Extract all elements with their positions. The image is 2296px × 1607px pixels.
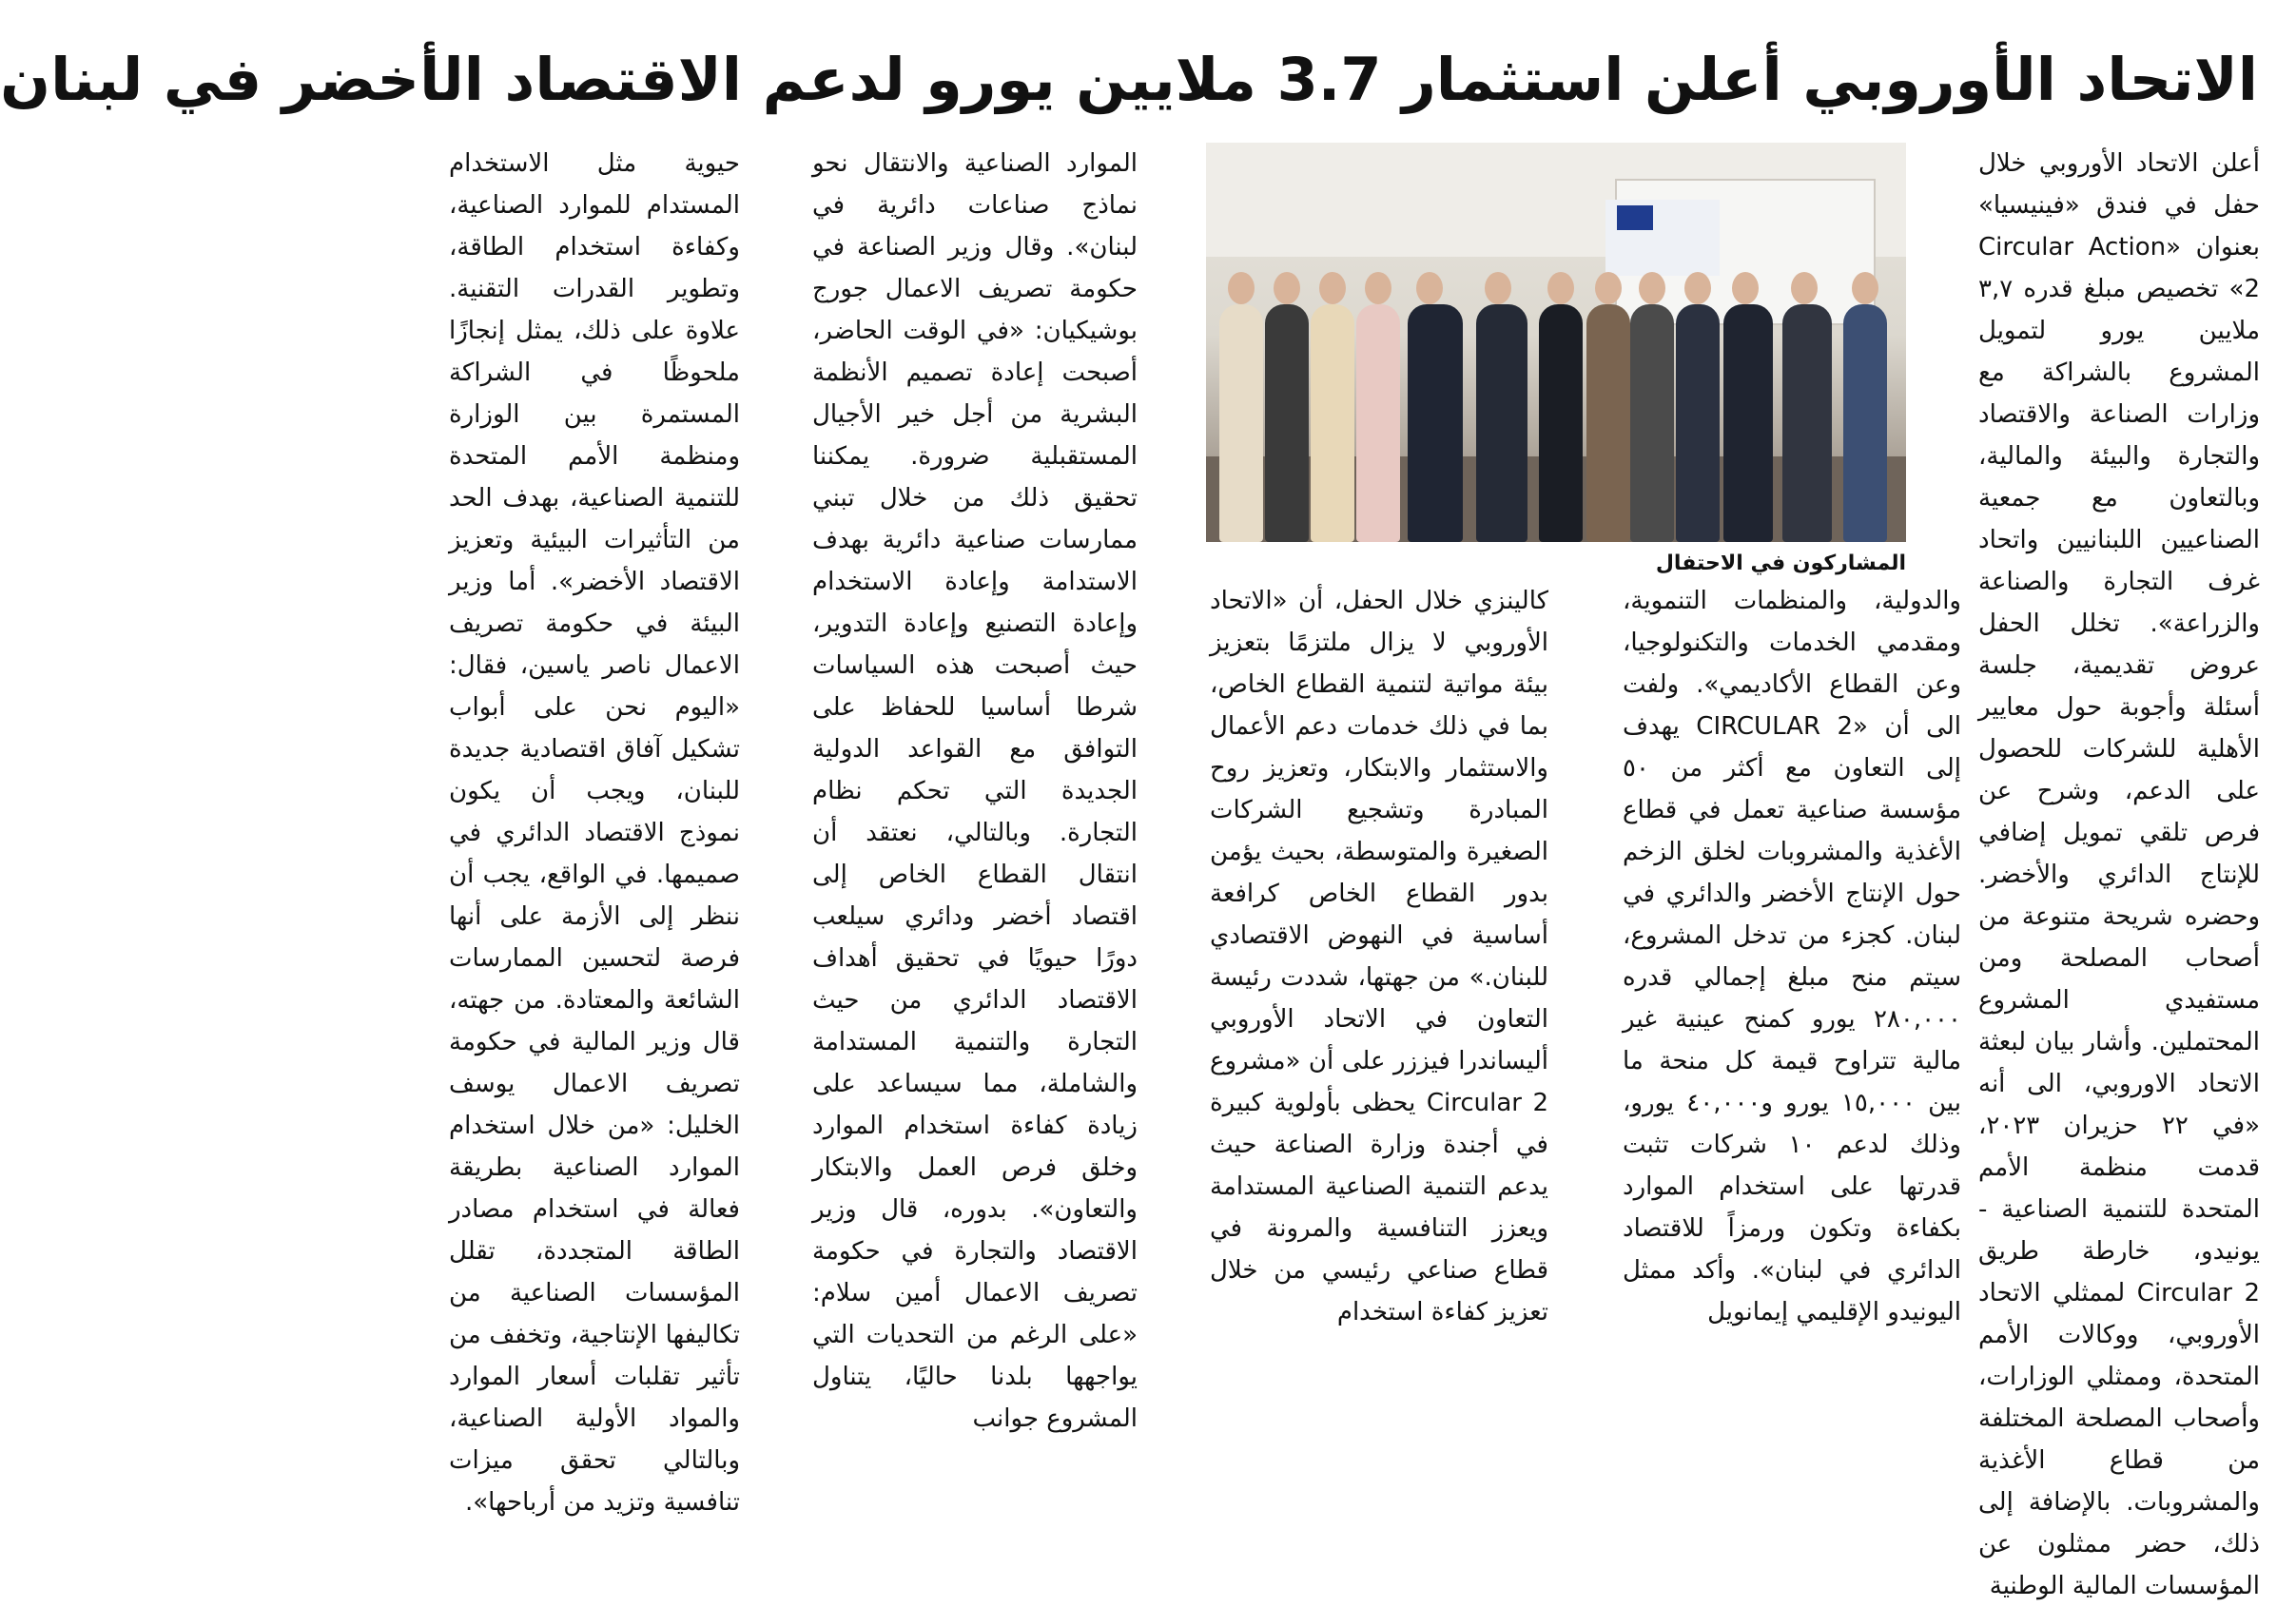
photo-person <box>1586 304 1630 542</box>
column-text: والدولية، والمنظمات التنموية، ومقدمي الخدمات والتكنولوجيا، وعن القطاع الأكاديمي». ولفت الى أن «CIRCULAR 2 يهدف إلى التعاون مع أكثر من ٥٠ مؤسسة صناعية تعمل في قطاع الأغذية والمشروبات لخلق الزخم حول الإنتاج الأخضر والدائري في لبنان. كجزء من تدخل المشروع، سيتم منح مبلغ إجمالي قدره ٢٨٠,٠٠٠ يورو كمنح عينية غير مالية تتراوح قيمة كل منحة ما بين ١٥,٠٠٠ يورو و٤٠,٠٠٠ يورو، وذلك لدعم ١٠ شركات تثبت قدرتها على استخدام الموارد بكفاءة وتكون ورمزاً للاقتصاد الدائري في لبنان». وأكد ممثل اليونيدو الإقليمي إيمانويل <box>1623 587 1961 1326</box>
column-text: الموارد الصناعية والانتقال نحو نماذج صناعات دائرية في لبنان». وقال وزير الصناعة في حكومة تصريف الاعمال جورج بوشيكيان: «في الوقت الحاضر، أصبحت إعادة تصميم الأنظمة البشرية من أجل خير الأجيال المستقبلية ضرورة. يمكننا تحقيق ذلك من خلال تبني ممارسات صناعية دائرية بهدف الاستدامة وإعادة الاستخدام وإعادة التصنيع وإعادة التدوير، حيث أصبحت هذه السياسات شرطا أساسيا للحفاظ على التوافق مع القواعد الدولية الجديدة التي تحكم نظام التجارة. وبالتالي، نعتقد أن انتقال القطاع الخاص إلى اقتصاد أخضر ودائري سيلعب دورًا حيويًا في تحقيق أهداف الاقتصاد الدائري من حيث التجارة والتنمية المستدامة والشاملة، مما سيساعد على زيادة كفاءة استخدام الموارد وخلق فرص العمل والابتكار والتعاون». بدوره، قال وزير الاقتصاد والتجارة في حكومة تصريف الاعمال أمين سلام: «على الرغم من التحديات التي يواجهها بلدنا حاليًا، يتناول المشروع جوانب <box>812 149 1138 1433</box>
photo-person <box>1311 304 1354 542</box>
photo-person <box>1265 304 1309 542</box>
article-column-1 <box>1978 143 2261 1600</box>
photo-person <box>1630 304 1674 542</box>
article-headline: الاتحاد الأوروبي أعلن استثمار 3.7 ملايين يورو لدعم الاقتصاد الأخضر في لبنان <box>0 45 2258 114</box>
eu-flag-icon <box>1617 205 1653 230</box>
column-text: أعلن الاتحاد الأوروبي خلال حفل في فندق «فينيسيا» بعنوان «Circular Action 2» تخصيص مبلغ قدره ٣,٧ ملايين يورو لتمويل المشروع بالشراكة مع وزارات الصناعة والاقتصاد والتجارة والبيئة والمالية، وبالتعاون مع جمعية الصناعيين اللبنانيين واتحاد غرف التجارة والصناعة والزراعة». تخلل الحفل عروض تقديمية، جلسة أسئلة وأجوبة حول معايير الأهلية للشركات للحصول على الدعم، وشرح عن فرص تلقي تمويل إضافي للإنتاج الدائري والأخضر. وحضره شريحة متنوعة من أصحاب المصلحة ومن مستفيدي المشروع المحتملين. وأشار بيان لبعثة الاتحاد الاوروبي، الى أنه «في ٢٢ حزيران ٢٠٢٣، قدمت منظمة الأمم المتحدة للتنمية الصناعية - يونيدو، خارطة طريق Circular 2 لممثلي الاتحاد الأوروبي، ووكالات الأمم المتحدة، وممثلي الوزارات، وأصحاب المصلحة المختلفة من قطاع الأغذية والمشروبات. بالإضافة إلى ذلك، حضر ممثلون عن المؤسسات المالية الوطنية <box>1978 149 2261 1600</box>
photo-person <box>1723 304 1773 542</box>
article-column-2 <box>1623 580 1961 1379</box>
photo-caption: المشاركون في الاحتفال <box>1655 552 1906 575</box>
photo-person <box>1539 304 1583 542</box>
photo-person <box>1476 304 1527 542</box>
photo-person <box>1219 304 1263 542</box>
column-text: كالينزي خلال الحفل، أن «الاتحاد الأوروبي لا يزال ملتزمًا بتعزيز بيئة مواتية لتنمية القطاع الخاص، بما في ذلك خدمات دعم الأعمال والاستثمار والابتكار، وتعزيز روح المبادرة وتشجيع الشركات الصغيرة والمتوسطة، بحيث يؤمن بدور القطاع الخاص كرافعة أساسية في النهوض الاقتصادي للبنان.» من جهتها، شددت رئيسة التعاون في الاتحاد الأوروبي أليساندرا فيززر على أن «مشروع Circular 2 يحظى بأولوية كبيرة في أجندة وزارة الصناعة حيث يدعم التنمية الصناعية المستدامة ويعزز التنافسية والمرونة في قطاع صناعي رئيسي من خلال تعزيز كفاءة استخدام <box>1210 587 1549 1326</box>
photo-person <box>1408 304 1463 542</box>
article-column-4 <box>812 143 1138 1433</box>
photo-person <box>1843 304 1887 542</box>
photo-person <box>1676 304 1720 542</box>
column-text: حيوية مثل الاستخدام المستدام للموارد الصناعية، وكفاءة استخدام الطاقة، وتطوير القدرات التقنية. علاوة على ذلك، يمثل إنجازًا ملحوظًا في الشراكة المستمرة بين الوزارة ومنظمة الأمم المتحدة للتنمية الصناعية، بهدف الحد من التأثيرات البيئية وتعزيز الاقتصاد الأخضر». أما وزير البيئة في حكومة تصريف الاعمال ناصر ياسين، فقال: «اليوم نحن على أبواب تشكيل آفاق اقتصادية جديدة للبنان، ويجب أن يكون نموذج الاقتصاد الدائري في صميمها. في الواقع، يجب أن ننظر إلى الأزمة على أنها فرصة لتحسين الممارسات الشائعة والمعتادة. من جهته، قال وزير المالية في حكومة تصريف الاعمال يوسف الخليل: «من خلال استخدام الموارد الصناعية بطريقة فعالة في استخدام مصادر الطاقة المتجددة، تقلل المؤسسات الصناعية من تكاليفها الإنتاجية، وتخفف من تأثير تقلبات أسعار الموارد والمواد الأولية الصناعية، وبالتالي تحقق ميزات تنافسية وتزيد من أرباحها». <box>449 149 740 1517</box>
photo-person <box>1782 304 1832 542</box>
event-photo <box>1206 143 1906 542</box>
article-column-5 <box>449 143 740 1517</box>
photo-person <box>1356 304 1400 542</box>
article-column-3 <box>1210 580 1548 1379</box>
